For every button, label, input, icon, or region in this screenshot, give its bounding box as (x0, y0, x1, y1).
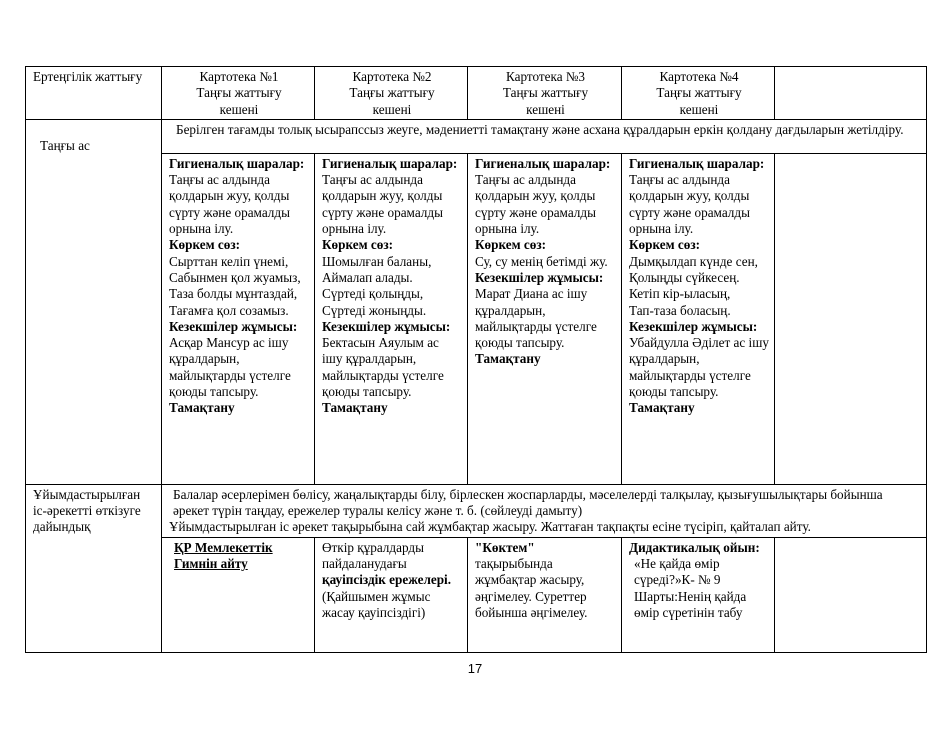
organized-card-1: ҚР Мемлекеттік Гимнін айту (162, 537, 315, 652)
page-number: 17 (467, 661, 483, 676)
breakfast-card-1: Гигиеналық шаралар: Таңғы ас алдында қолдарын жуу, қолды сүрту және орамалды орнына ілу. Көркем сөз: Сырттан келіп үнемі, Сабынмен қол жуамыз, Таза болды мұнтаздай, Тағамға қол созамыз. Кезекшілер жұмысы: Асқар Мансур ас ішу құралдарын, майлықтарды үстелге қоюды тапсыру. Тамақтану (162, 153, 315, 484)
breakfast-goal-row (26, 119, 927, 153)
header-row (26, 67, 927, 120)
breakfast-goal: Берілген тағамды толық ысырапссыз жеуге, мәдениетті тамақтану және асхана құралдарын еркін қолдану дағдыларын жетілдіру. (162, 119, 927, 153)
breakfast-card-2: Гигиеналық шаралар: Таңғы ас алдында қолдарын жуу, қолды сүрту және орамалды орнына ілу. Көркем сөз: Шомылған баланы, Аймалап алады. Сүртеді қолыңды, Сүртеді жоныңды. Кезекшілер жұмысы: Бектасын Аяулым ас ішу құралдарын, майлықтарды үстелге қоюды тапсыру. Тамақтану (315, 153, 468, 484)
organized-card-4: Дидактикалық ойын: «Не қайда өмір сүреді?»К- № 9 Шарты:Ненің қайда өмір сүретінін табу (622, 537, 775, 652)
row-label-breakfast: Таңғы ас (26, 119, 162, 484)
row-label-organized-activity: Ұйымдастырылған іс-әрекетті өткізуге дайындық (26, 484, 162, 652)
organized-desc-row (26, 484, 927, 537)
breakfast-card-empty (775, 153, 927, 484)
breakfast-card-4: Гигиеналық шаралар: Таңғы ас алдында қолдарын жуу, қолды сүрту және орамалды орнына ілу. Көркем сөз: Дымқылдап күнде сен, Қолыңды сүйкесең. Кетіп кір-ыласың, Тап-таза боласың. Кезекшілер жұмысы: Убайдулла Әділет ас ішу құралдарын, майлықтарды үстелге қоюды тапсыру. Тамақтану (622, 153, 775, 484)
organized-card-empty (775, 537, 927, 652)
header-col-3: Картотека №3 Таңғы жаттығу кешені (468, 67, 622, 120)
breakfast-card-3: Гигиеналық шаралар: Таңғы ас алдында қолдарын жуу, қолды сүрту және орамалды орнына ілу. Көркем сөз: Су, су менің бетімді жу. Кезекшілер жұмысы: Марат Диана ас ішу құралдарын, майлықтарды үстелге қоюды тапсыру. Тамақтану (468, 153, 622, 484)
organized-description: Балалар әсерлерімен бөлісу, жаңалықтарды білу, бірлескен жоспарларды, мәселелерді талқылау, қызығушылықтары бойынша әрекет түрін таңдау, ережелер туралы келісу және т. б. (сөйлеуді дамыту) Ұйымдастырылған іс әрекет тақырыбына сай жұмбақтар жасыру. Жаттаған тақпақты есіне түсіріп, қайталап айту. (162, 484, 927, 537)
header-col-empty (775, 67, 927, 120)
breakfast-detail-row (26, 153, 927, 484)
header-col-4: Картотека №4 Таңғы жаттығу кешені (622, 67, 775, 120)
schedule-table (25, 66, 927, 653)
header-col-2: Картотека №2 Таңғы жаттығу кешені (315, 67, 468, 120)
header-col-1: Картотека №1 Таңғы жаттығу кешені (162, 67, 315, 120)
organized-detail-row (26, 537, 927, 652)
organized-card-3: "Көктем" тақырыбында жұмбақтар жасыру, әңгімелеу. Суреттер бойынша әңгімелеу. (468, 537, 622, 652)
row-label-morning-exercise: Ертеңгілік жаттығу (26, 67, 162, 120)
organized-card-2: Өткір құралдарды пайдаланудағы қауіпсіздік ережелері. (Қайшымен жұмыс жасау қауіпсіздігі) (315, 537, 468, 652)
